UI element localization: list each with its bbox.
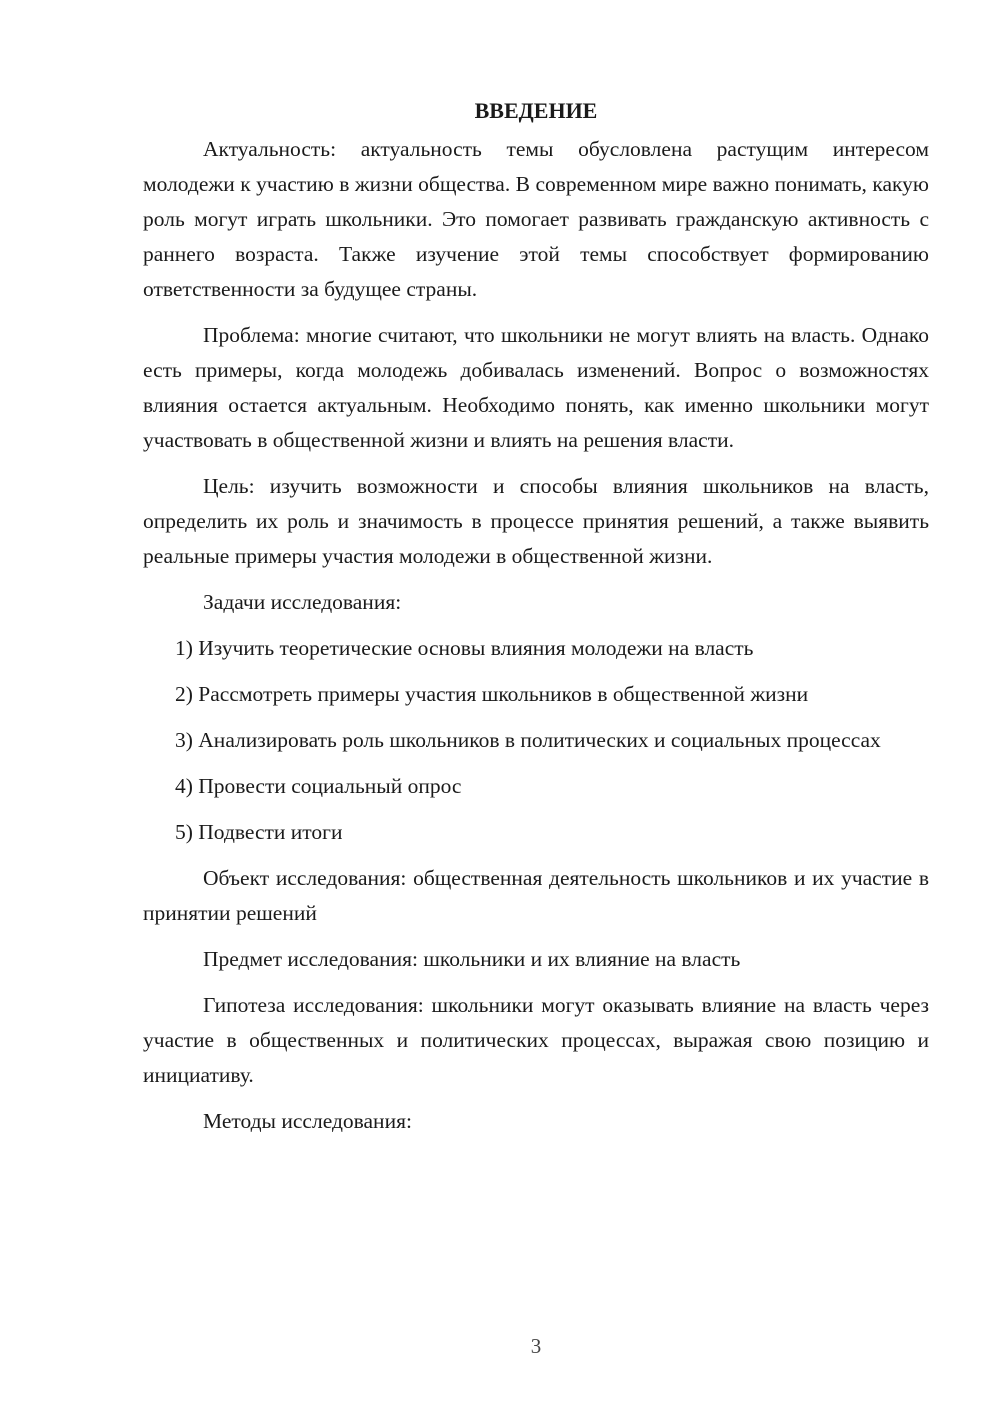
object-paragraph: Объект исследования: общественная деятельность школьников и их участие в принятии решений xyxy=(143,866,929,925)
task-item: 4) Провести социальный опрос xyxy=(175,774,462,798)
methods-heading: Методы исследования: xyxy=(203,1109,412,1133)
section-title: ВВЕДЕНИЕ xyxy=(474,98,598,123)
relevance-paragraph: Актуальность: актуальность темы обусловлена растущим интересом молодежи к участию в жизни общества. В современном мире важно понимать, какую роль могут играть школьники. Это помогает развивать гражданскую активность с раннего возраста. Также изучение этой темы способствует формированию ответственности за будущее страны. xyxy=(143,137,929,301)
document-page xyxy=(143,96,929,1150)
page-number: 3 xyxy=(530,1334,542,1358)
task-item: 5) Подвести итоги xyxy=(175,820,343,844)
tasks-heading: Задачи исследования: xyxy=(203,590,402,614)
problem-paragraph: Проблема: многие считают, что школьники не могут влиять на власть. Однако есть примеры, когда молодежь добивалась изменений. Вопрос о возможностях влияния остается актуальным. Необходимо понять, как именно школьники могут участвовать в общественной жизни и влиять на решения власти. xyxy=(143,323,929,452)
task-item: 2) Рассмотреть примеры участия школьников в общественной жизни xyxy=(175,682,809,706)
task-item: 3) Анализировать роль школьников в политических и социальных процессах xyxy=(175,728,881,752)
subject-paragraph: Предмет исследования: школьники и их влияние на власть xyxy=(203,947,741,971)
goal-paragraph: Цель: изучить возможности и способы влияния школьников на власть, определить их роль и значимость в процессе принятия решений, а также выявить реальные примеры участия молодежи в общественной жизни. xyxy=(143,474,929,568)
hypothesis-paragraph: Гипотеза исследования: школьники могут оказывать влияние на власть через участие в общественных и политических процессах, выражая свою позицию и инициативу. xyxy=(143,993,929,1087)
task-item: 1) Изучить теоретические основы влияния молодежи на власть xyxy=(175,636,754,660)
